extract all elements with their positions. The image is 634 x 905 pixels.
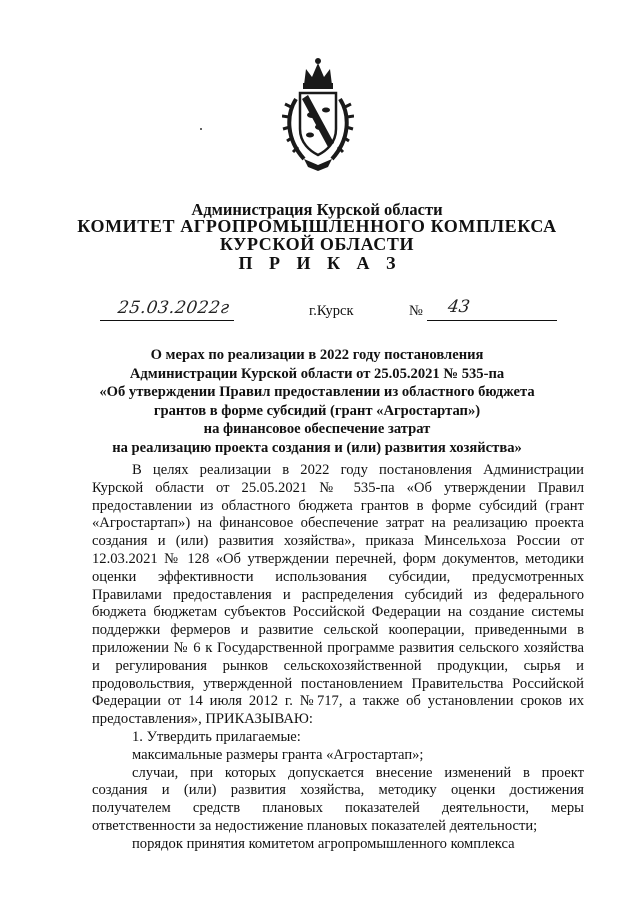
order-title	[60, 346, 574, 458]
preamble-paragraph: В целях реализации в 2022 году постановления Администрации Курской области от 25.05.2021 № 535-па «Об утверждении Правил предоставлении из областного бюджета грантов в форме субсидий (грант «Агростартап») на финансовое обеспечение затрат на реализацию проекта создания и (или) развития хозяйства», приказа Минсельхоза России от 12.03.2021 № 128 «Об утверждении перечней, форм документов, методики оценки эффективности использования субсидии, предусмотренных Правилами предоставления и распределения субсидий из федерального бюджета бюджетам субъектов Российской Федерации на создание системы поддержки фермеров и развитие сельской кооперации, приведенными в приложении № 6 к Государственной программе развития сельского хозяйства и регулирования рынков сельскохозяйственной продукции, сырья и продовольствия, утвержденной постановлением Правительства Российской Федерации от 14 июля 2012 г. №717, а также об установлении сроков их предоставления», ПРИКАЗЫВАЮ:	[92, 462, 584, 728]
title-line: «Об утверждении Правил предоставлении из областного бюджета	[99, 384, 535, 401]
committee-title: КОМИТЕТ АГРОПРОМЫШЛЕННОГО КОМПЛЕКСА	[77, 216, 557, 236]
item-1-paragraph: 1. Утвердить прилагаемые:	[132, 728, 301, 745]
title-line: Администрации Курской области от 25.05.2021 № 535-па	[129, 365, 505, 382]
title-line: О мерах по реализации в 2022 году постановления	[150, 347, 484, 363]
scan-speck	[200, 128, 202, 130]
item-grant-sizes: максимальные размеры гранта «Агростартап»;	[132, 746, 424, 763]
item-procedure: порядок принятия комитетом агропромышленного комплекса	[132, 835, 515, 852]
title-line: грантов в форме субсидий (грант «Агростартап»)	[153, 402, 481, 419]
title-line: на реализацию проекта создания и (или) развития хозяйства»	[112, 439, 522, 456]
order-city: г.Курск	[309, 303, 354, 319]
order-heading: П Р И К А З	[238, 253, 402, 273]
date-underline	[100, 320, 234, 321]
coat-of-arms-icon	[282, 55, 354, 175]
item-changes-cases: случаи, при которых допускается внесение изменений в проект создания и (или) развития хозяйства, методику оценки достижения получателем средств плановых показателей деятельности, меры ответственности за недостижение плановых показателей деятельности;	[92, 764, 584, 834]
number-sign: №	[409, 303, 423, 319]
number-underline	[427, 320, 557, 321]
title-line: на финансовое обеспечение затрат	[203, 421, 431, 438]
order-number: 43	[446, 297, 472, 317]
order-body	[92, 462, 584, 854]
administration-title: Администрация Курской области	[191, 200, 443, 219]
region-title: КУРСКОЙ ОБЛАСТИ	[219, 234, 415, 254]
order-date: 25.03.2022г	[116, 298, 231, 318]
